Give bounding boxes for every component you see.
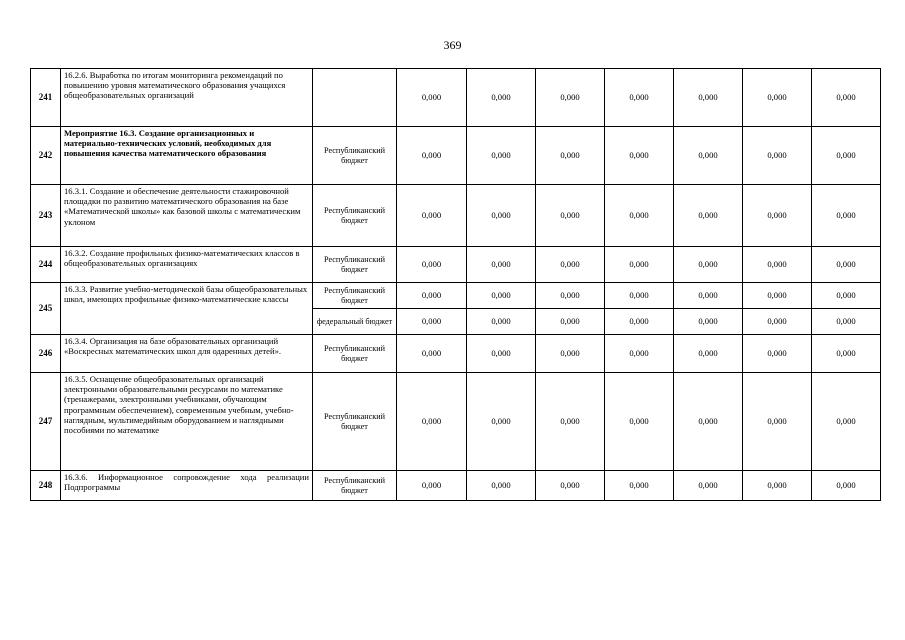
- amount-cell: 0,000: [605, 373, 674, 471]
- amount-cell: 0,000: [397, 247, 467, 283]
- row-number: 248: [31, 471, 61, 501]
- table-row: [31, 373, 881, 471]
- amount-cell: 0,000: [674, 127, 743, 185]
- amount-cell: 0,000: [467, 335, 536, 373]
- table-body: [31, 69, 881, 501]
- activity-description: Мероприятие 16.3. Создание организационных и материально-технических условий, необходимых для повышения качества математического образования: [61, 127, 313, 185]
- amount-cell: 0,000: [467, 69, 536, 127]
- amount-cell: 0,000: [397, 471, 467, 501]
- amount-cell: 0,000: [397, 309, 467, 335]
- amount-cell: 0,000: [674, 335, 743, 373]
- amount-cell: 0,000: [467, 247, 536, 283]
- amount-cell: 0,000: [397, 127, 467, 185]
- budget-table: [30, 68, 881, 501]
- funding-source: Республиканский бюджет: [313, 335, 397, 373]
- funding-source: [313, 69, 397, 127]
- amount-cell: 0,000: [812, 309, 881, 335]
- amount-cell: 0,000: [812, 69, 881, 127]
- activity-description: 16.3.6. Информационное сопровождение хода реализации Подпрограммы: [61, 471, 313, 501]
- row-number: 246: [31, 335, 61, 373]
- amount-cell: 0,000: [605, 127, 674, 185]
- amount-cell: 0,000: [536, 335, 605, 373]
- funding-source: Республиканский бюджет: [313, 283, 397, 309]
- amount-cell: 0,000: [397, 373, 467, 471]
- row-number: 243: [31, 185, 61, 247]
- amount-cell: 0,000: [536, 471, 605, 501]
- amount-cell: 0,000: [605, 283, 674, 309]
- amount-cell: 0,000: [812, 283, 881, 309]
- amount-cell: 0,000: [397, 335, 467, 373]
- amount-cell: 0,000: [467, 471, 536, 501]
- table-row: [31, 335, 881, 373]
- funding-source: Республиканский бюджет: [313, 471, 397, 501]
- amount-cell: 0,000: [397, 69, 467, 127]
- amount-cell: 0,000: [674, 69, 743, 127]
- table-row: [31, 127, 881, 185]
- row-number: 241: [31, 69, 61, 127]
- row-number: 242: [31, 127, 61, 185]
- amount-cell: 0,000: [812, 185, 881, 247]
- activity-description: 16.2.6. Выработка по итогам мониторинга рекомендаций по повышению уровня математического образования учащихся общеобразовательных организаций: [61, 69, 313, 127]
- amount-cell: 0,000: [674, 185, 743, 247]
- table-row: [31, 471, 881, 501]
- row-number: 245: [31, 283, 61, 335]
- amount-cell: 0,000: [536, 185, 605, 247]
- amount-cell: 0,000: [743, 127, 812, 185]
- funding-source: федеральный бюджет: [313, 309, 397, 335]
- table-row: [31, 69, 881, 127]
- amount-cell: 0,000: [674, 373, 743, 471]
- activity-description: 16.3.4. Организация на базе образовательных организаций «Воскресных математических школ для одаренных детей».: [61, 335, 313, 373]
- amount-cell: 0,000: [467, 309, 536, 335]
- amount-cell: 0,000: [605, 335, 674, 373]
- page-number: 369: [443, 38, 462, 52]
- amount-cell: 0,000: [674, 309, 743, 335]
- amount-cell: 0,000: [743, 335, 812, 373]
- amount-cell: 0,000: [743, 471, 812, 501]
- amount-cell: 0,000: [536, 283, 605, 309]
- amount-cell: 0,000: [605, 309, 674, 335]
- amount-cell: 0,000: [536, 309, 605, 335]
- amount-cell: 0,000: [605, 247, 674, 283]
- amount-cell: 0,000: [467, 283, 536, 309]
- activity-description: 16.3.1. Создание и обеспечение деятельности стажировочной площадки по развитию математического образования на базе «Математической школы» как базовой школы с математическим уклоном: [61, 185, 313, 247]
- amount-cell: 0,000: [674, 247, 743, 283]
- amount-cell: 0,000: [536, 373, 605, 471]
- amount-cell: 0,000: [812, 335, 881, 373]
- amount-cell: 0,000: [812, 471, 881, 501]
- amount-cell: 0,000: [812, 127, 881, 185]
- amount-cell: 0,000: [467, 185, 536, 247]
- amount-cell: 0,000: [467, 127, 536, 185]
- activity-description: 16.3.3. Развитие учебно-методической базы общеобразовательных школ, имеющих профильные физико-математические классы: [61, 283, 313, 335]
- amount-cell: 0,000: [605, 69, 674, 127]
- amount-cell: 0,000: [674, 471, 743, 501]
- table-row: [31, 283, 881, 309]
- activity-description: 16.3.2. Создание профильных физико-математических классов в общеобразовательных организациях: [61, 247, 313, 283]
- row-number: 244: [31, 247, 61, 283]
- amount-cell: 0,000: [743, 283, 812, 309]
- amount-cell: 0,000: [397, 185, 467, 247]
- amount-cell: 0,000: [536, 247, 605, 283]
- funding-source: Республиканский бюджет: [313, 127, 397, 185]
- activity-description: 16.3.5. Оснащение общеобразовательных организаций электронными образовательными ресурсами по математике (тренажерами, электронными учебниками, обучающим программным обеспечением), современным учебным, учебно-наглядным, мультимедийным оборудованием и наглядными пособиями по математике: [61, 373, 313, 471]
- amount-cell: 0,000: [536, 127, 605, 185]
- amount-cell: 0,000: [812, 247, 881, 283]
- amount-cell: 0,000: [397, 283, 467, 309]
- amount-cell: 0,000: [605, 185, 674, 247]
- amount-cell: 0,000: [605, 471, 674, 501]
- amount-cell: 0,000: [743, 373, 812, 471]
- amount-cell: 0,000: [743, 69, 812, 127]
- funding-source: Республиканский бюджет: [313, 185, 397, 247]
- amount-cell: 0,000: [743, 309, 812, 335]
- amount-cell: 0,000: [743, 247, 812, 283]
- amount-cell: 0,000: [812, 373, 881, 471]
- amount-cell: 0,000: [467, 373, 536, 471]
- amount-cell: 0,000: [743, 185, 812, 247]
- amount-cell: 0,000: [674, 283, 743, 309]
- row-number: 247: [31, 373, 61, 471]
- funding-source: Республиканский бюджет: [313, 373, 397, 471]
- amount-cell: 0,000: [536, 69, 605, 127]
- funding-source: Республиканский бюджет: [313, 247, 397, 283]
- table-row: [31, 185, 881, 247]
- table-row: [31, 247, 881, 283]
